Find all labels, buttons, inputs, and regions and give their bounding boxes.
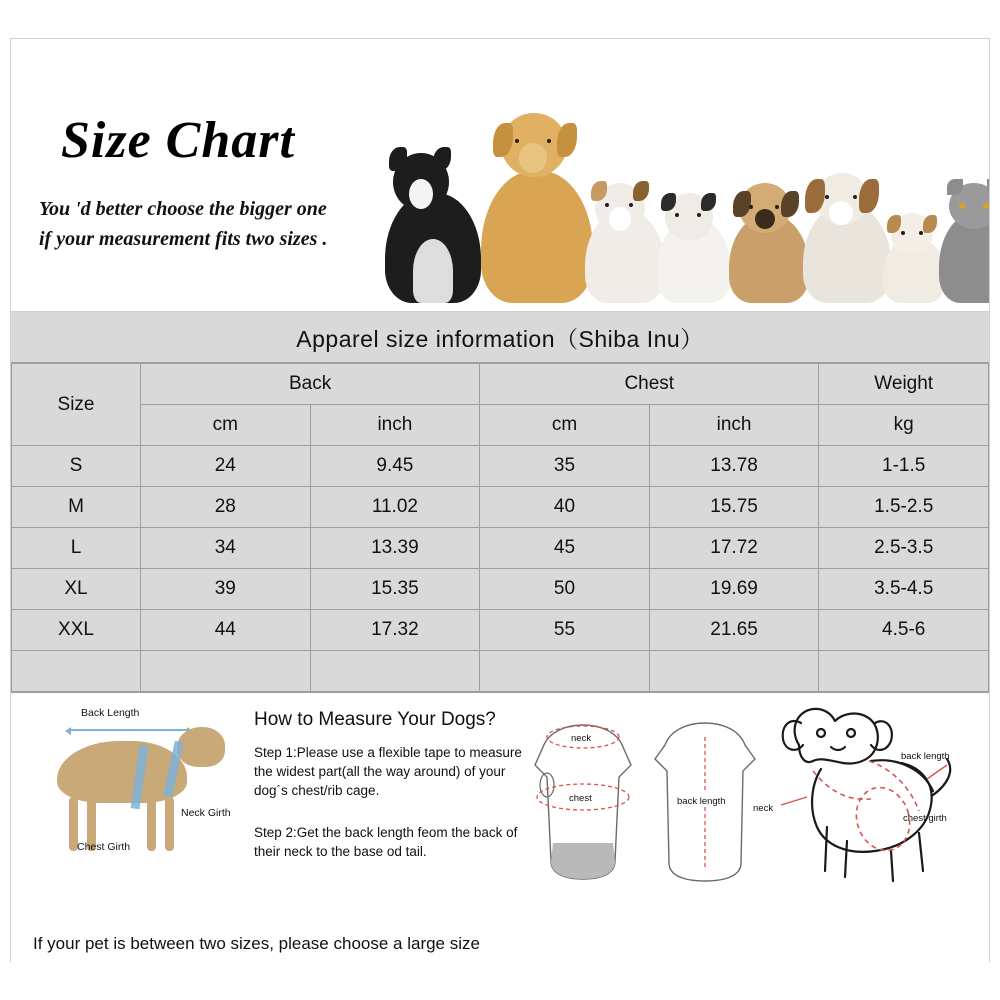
measure-section — [11, 692, 989, 968]
cell-chest-inch: 13.78 — [649, 446, 819, 487]
cell-weight: 4.5-6 — [819, 610, 989, 651]
header-group-back: Back — [141, 364, 480, 405]
cell-back-inch: 11.02 — [310, 487, 480, 528]
cell-chest-inch: 15.75 — [649, 487, 819, 528]
outline-label-chest-girth: chest girth — [903, 813, 947, 824]
header-back-inch: inch — [310, 405, 480, 446]
table-row — [12, 446, 989, 487]
header-group-weight: Weight — [819, 364, 989, 405]
header-size: Size — [12, 364, 141, 446]
label-chest-girth: Chest Girth — [77, 841, 131, 853]
outline-label-neck: neck — [753, 803, 774, 814]
cell-empty — [141, 651, 311, 692]
cell-back-inch: 17.32 — [310, 610, 480, 651]
cell-back-cm: 34 — [141, 528, 311, 569]
table-row — [12, 569, 989, 610]
apparel-title-bar — [11, 312, 989, 363]
dog-leg — [165, 797, 174, 851]
cell-empty — [480, 651, 650, 692]
cell-chest-cm: 35 — [480, 446, 650, 487]
outline-label-back-length: back length — [901, 751, 950, 762]
cell-chest-cm: 55 — [480, 610, 650, 651]
hero-subtitle-line2: if your measurement fits two sizes . — [39, 228, 328, 250]
dog-leg — [147, 797, 156, 851]
page-title: Size Chart — [61, 112, 295, 169]
size-chart-card — [10, 38, 990, 962]
garment-label-neck: neck — [571, 733, 592, 744]
cell-back-inch: 9.45 — [310, 446, 480, 487]
garment-label-chest: chest — [569, 793, 592, 804]
size-table — [11, 363, 989, 692]
footnote-text: If your pet is between two sizes, please choose a large size — [33, 934, 480, 953]
header-group-chest: Chest — [480, 364, 819, 405]
cell-size: M — [12, 487, 141, 528]
label-neck-girth: Neck Girth — [181, 807, 231, 819]
table-empty-row — [12, 651, 989, 692]
measuring-dog-diagram — [29, 701, 244, 881]
cell-chest-inch: 21.65 — [649, 610, 819, 651]
cell-chest-cm: 45 — [480, 528, 650, 569]
table-group-header-row — [12, 364, 989, 405]
dog-head-shape — [177, 727, 225, 767]
back-length-arrow — [71, 729, 187, 731]
cell-chest-cm: 50 — [480, 569, 650, 610]
garment-diagrams — [523, 711, 763, 911]
measure-step-2: Step 2:Get the back length feom the back of their neck to the base od tail. — [254, 825, 518, 859]
cell-back-inch: 13.39 — [310, 528, 480, 569]
cell-weight: 2.5-3.5 — [819, 528, 989, 569]
cell-size: L — [12, 528, 141, 569]
cell-empty — [649, 651, 819, 692]
header-weight-kg: kg — [819, 405, 989, 446]
cell-weight: 1.5-2.5 — [819, 487, 989, 528]
cell-size: XL — [12, 569, 141, 610]
cell-size: XXL — [12, 610, 141, 651]
cell-weight: 1-1.5 — [819, 446, 989, 487]
hero-subtitle-line1: You 'd better choose the bigger one — [39, 198, 327, 220]
outline-dog-diagram — [751, 699, 981, 899]
cell-back-cm: 39 — [141, 569, 311, 610]
cell-size: S — [12, 446, 141, 487]
header-chest-cm: cm — [480, 405, 650, 446]
cell-weight: 3.5-4.5 — [819, 569, 989, 610]
header-back-cm: cm — [141, 405, 311, 446]
table-row — [12, 487, 989, 528]
pets-photo-band — [379, 103, 979, 303]
cell-empty — [819, 651, 989, 692]
cell-back-inch: 15.35 — [310, 569, 480, 610]
cell-chest-inch: 17.72 — [649, 528, 819, 569]
table-row — [12, 610, 989, 651]
garment-back-view — [655, 723, 755, 881]
garment-front-view — [535, 725, 631, 879]
cell-back-cm: 44 — [141, 610, 311, 651]
measure-heading: How to Measure Your Dogs? — [254, 709, 496, 730]
apparel-title: Apparel size information（Shiba Inu） — [296, 325, 704, 352]
cell-back-cm: 24 — [141, 446, 311, 487]
cell-empty — [12, 651, 141, 692]
label-back-length: Back Length — [81, 707, 140, 719]
garment-label-back-length: back length — [677, 796, 726, 807]
table-unit-header-row — [12, 405, 989, 446]
header-chest-inch: inch — [649, 405, 819, 446]
cell-chest-cm: 40 — [480, 487, 650, 528]
measure-step-1: Step 1:Please use a flexible tape to measure the widest part(all the way around) of your dog´s chest/rib cage. — [254, 745, 522, 798]
pet-gray-cat — [935, 183, 989, 303]
table-row — [12, 528, 989, 569]
hero-section — [11, 39, 989, 312]
cell-back-cm: 28 — [141, 487, 311, 528]
cell-chest-inch: 19.69 — [649, 569, 819, 610]
cell-empty — [310, 651, 480, 692]
